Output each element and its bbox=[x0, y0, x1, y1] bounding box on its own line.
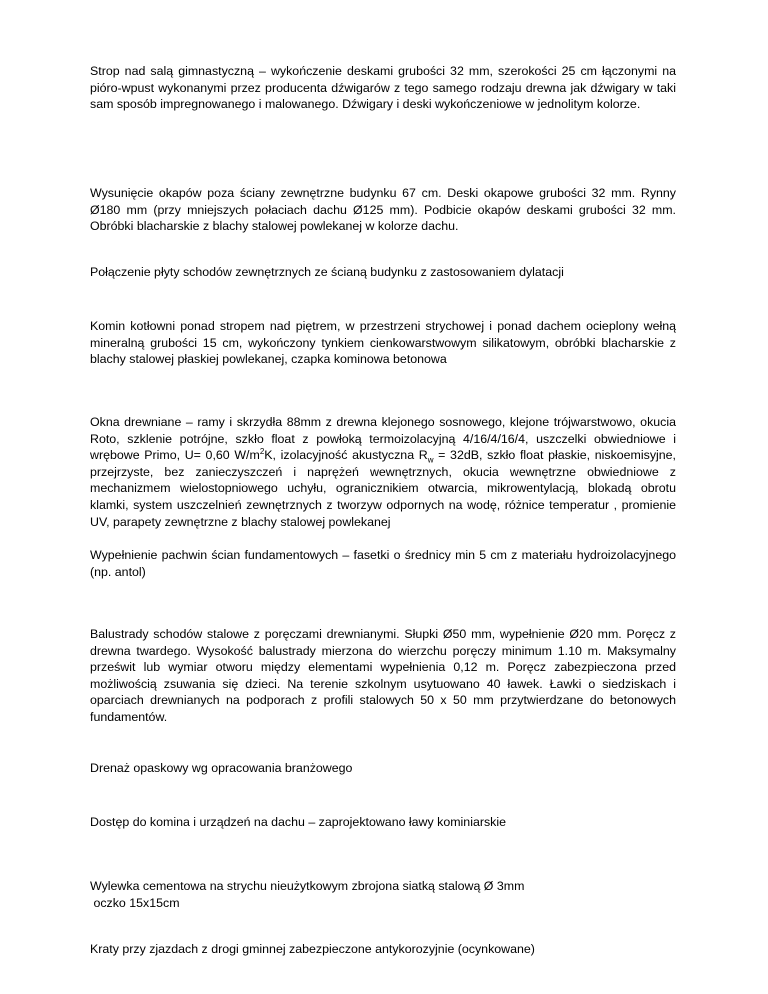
paragraph-chimney-access: Dostęp do komina i urządzeń na dachu – zaprojektowano ławy kominiarskie bbox=[90, 815, 506, 829]
paragraph-foundation-fillet: Wypełnienie pachwin ścian fundamentowych – fasetki o średnicy min 5 cm z materiału hydroizolacyjnego (np. antol) bbox=[90, 548, 676, 579]
windows-text-a: Okna drewniane – ramy i skrzydła 88mm z drewna klejonego sosnowego, klejone trójwarstwowo, okucia Roto, szklenie potrójne, szkło float z powłoką termoizolacyjną 4/16/4/16/4, uszczelki obwiedniowe i wrębowe Primo, U= 0,60 W/m bbox=[90, 415, 676, 463]
paragraph-chimney: Komin kotłowni ponad stropem nad piętrem, w przestrzeni strychowej i ponad dachem ocieplony wełną mineralną grubości 15 cm, wykończony tynkiem cienkowarstwowym silikatowym, obróbki blacharskie z blachy stalowej płaskiej powlekanej, czapka kominowa betonowa bbox=[90, 319, 676, 367]
windows-subscript: w bbox=[427, 455, 434, 465]
paragraph-grates: Kraty przy zjazdach z drogi gminnej zabezpieczone antykorozyjnie (ocynkowane) bbox=[90, 942, 535, 956]
paragraph-ceiling-finish: Strop nad salą gimnastyczną – wykończenie deskami grubości 32 mm, szerokości 25 cm łączonymi na pióro-wpust wykonanymi przez producenta dźwigarów z tego samego rodzaju drewna jak dźwigary w taki sam sposób impregnowanego i malowanego. Dźwigary i deski wykończeniowe w jednolitym kolorze. bbox=[90, 64, 676, 112]
paragraph-screed-line-2: oczko 15x15cm bbox=[90, 896, 180, 910]
paragraph-stairs-joint: Połączenie płyty schodów zewnętrznych ze ścianą budynku z zastosowaniem dylatacji bbox=[90, 265, 564, 279]
windows-text-b: K, izolacyjność akustyczna R bbox=[264, 448, 428, 463]
paragraph-eaves: Wysunięcie okapów poza ściany zewnętrzne budynku 67 cm. Deski okapowe grubości 32 mm. Rynny Ø180 mm (przy mniejszych połaciach dachu Ø125 mm). Podbicie okapów deskami grubości 32 mm. Obróbki blacharskie z blachy stalowej powlekanej w kolorze dachu. bbox=[90, 186, 676, 234]
paragraph-drainage: Drenaż opaskowy wg opracowania branżowego bbox=[90, 761, 353, 775]
windows-superscript: 2 bbox=[259, 447, 265, 457]
windows-text-c: = 32dB, szkło float płaskie, niskoemisyjne, przejrzyste, bez zanieczyszczeń i naprężeń wewnętrznych, okucia wewnętrzne obwiedniowe z mechanizmem wielostopniowego uchyłu, ogranicznikiem otwarcia, mikrowentylacją, blokadą obrotu klamki, system uszczelnień zewnętrznych z tworzyw odpornych na wodę, różnice temperatur , promienie UV, parapety zewnętrzne z blachy stalowej powlekanej bbox=[90, 448, 677, 529]
paragraph-balustrades: Balustrady schodów stalowe z poręczami drewnianymi. Słupki Ø50 mm, wypełnienie Ø20 mm. Poręcz z drewna twardego. Wysokość balustrady mierzona do wierzchu poręczy minimum 1.10 m. Maksymalny prześwit lub wymiar otworu między elementami wypełnienia 0,12 m. Poręcz zabezpieczona przed możliwością zsuwania się dzieci. Na terenie szkolnym usytuowano 40 ławek. Ławki o siedziskach i oparciach drewnianych na podporach z profili stalowych 50 x 50 mm przytwierdzane do betonowych fundamentów. bbox=[90, 627, 676, 724]
paragraph-windows bbox=[90, 414, 676, 530]
paragraph-screed-line-1: Wylewka cementowa na strychu nieużytkowym zbrojona siatką stalową Ø 3mm bbox=[90, 879, 525, 893]
